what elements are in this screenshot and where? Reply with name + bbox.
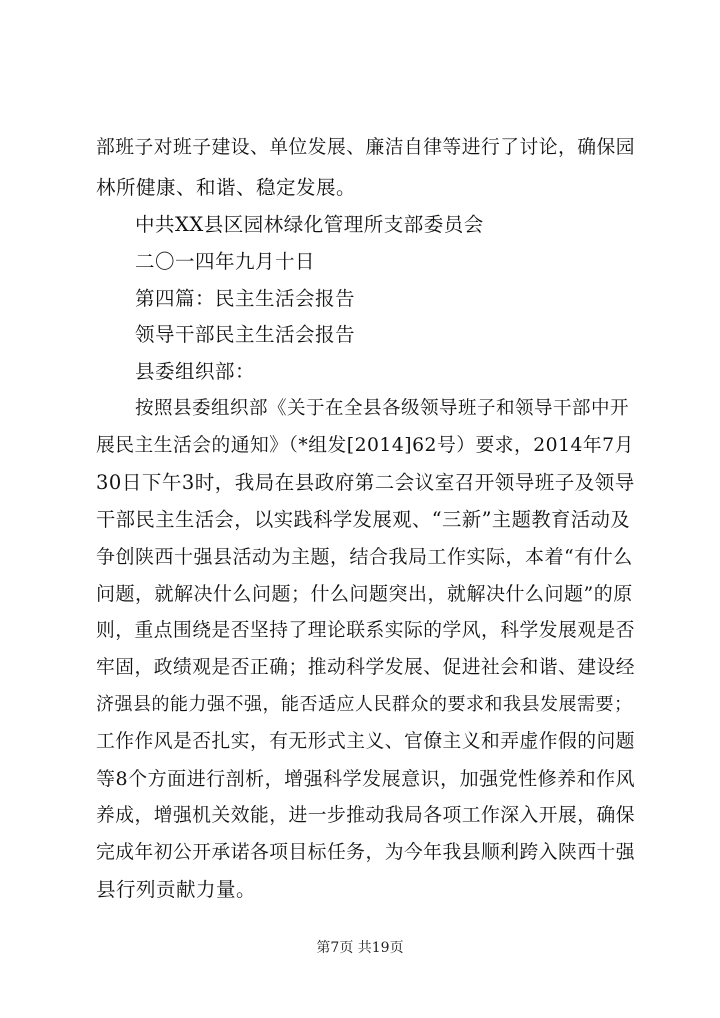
paragraph-line: 展民主生活会的通知》（*组发[2014]62号）要求，2014年7月: [96, 435, 634, 456]
salutation: 县委组织部：: [135, 360, 256, 383]
paragraph-line: 养成，增强机关效能，进一步推动我局各项工作深入开展，确保: [96, 805, 635, 826]
signature-date: 二〇一四年九月十日: [135, 250, 316, 273]
paragraph-line: 牢固，政绩观是否正确；推动科学发展、促进社会和谐、建设经: [96, 657, 635, 678]
signature-organization: 中共XX县区园林绿化管理所支部委员会: [135, 213, 484, 236]
paragraph-line: 则，重点围绕是否坚持了理论联系实际的学风，科学发展观是否: [96, 620, 635, 641]
paragraph-line: 等8个方面进行剖析，增强科学发展意识，加强党性修养和作风: [96, 768, 636, 790]
paragraph-line: 部班子对班子建设、单位发展、廉洁自律等进行了讨论，确保园: [96, 137, 635, 158]
paragraph-line: 完成年初公开承诺各项目标任务，为今年我县顺利跨入陕西十强: [96, 842, 635, 863]
paragraph-line: 问题，就解决什么问题；什么问题突出，就解决什么问题”的原: [96, 583, 633, 605]
paragraph-line: 按照县委组织部《关于在全县各级领导班子和领导干部中开: [135, 398, 630, 419]
page-number-footer: 第7页 共19页: [316, 940, 404, 956]
paragraph-line: 争创陕西十强县活动为主题，结合我局工作实际，本着“有什么: [96, 546, 633, 568]
paragraph-line: 济强县的能力强不强，能否适应人民群众的要求和我县发展需要；: [96, 694, 633, 715]
paragraph-line: 工作作风是否扎实，有无形式主义、官僚主义和弄虚作假的问题: [96, 731, 635, 752]
paragraph-line: 县行列贡献力量。: [96, 878, 257, 901]
report-title: 领导干部民主生活会报告: [135, 323, 356, 346]
paragraph-line: 林所健康、和谐、稳定发展。: [96, 176, 357, 199]
section-heading: 第四篇：民主生活会报告: [135, 287, 356, 310]
paragraph-line: 30日下午3时，我局在县政府第二会议室召开领导班子及领导: [96, 471, 635, 494]
paragraph-line: 干部民主生活会，以实践科学发展观、“三新”主题教育活动及: [96, 508, 631, 531]
